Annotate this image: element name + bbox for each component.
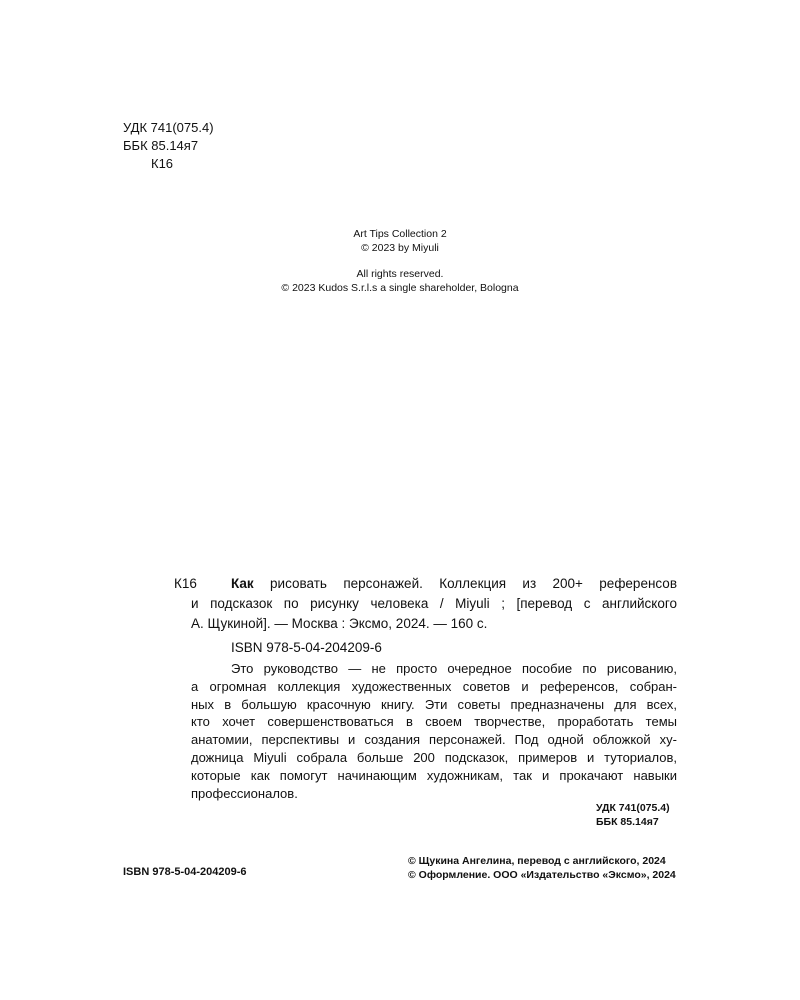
annotation-line: Это руководство — не просто очередное пособие по рисованию, <box>231 661 677 676</box>
entry-line-2: и подсказок по рисунку человека / Miyuli ; [перевод с английского <box>191 596 677 611</box>
bottom-bbk-code: ББК 85.14я7 <box>596 815 659 828</box>
author-mark: К16 <box>151 156 174 171</box>
annotation-paragraph <box>191 660 677 802</box>
entry-line-3: А. Щукиной]. — Москва : Эксмо, 2024. — 160 с. <box>191 616 488 631</box>
annotation-line: кто хочет совершенствоваться в своем творчестве, проработать темы <box>191 714 677 730</box>
entry-title-word: Как <box>231 576 254 591</box>
udk-code: УДК 741(075.4) <box>123 120 214 135</box>
classification-block <box>123 119 214 173</box>
translation-credit: © Щукина Ангелина, перевод с английского, 2024 <box>408 855 666 867</box>
annotation-line: а огромная коллекция художественных советов и референсов, собран- <box>191 678 677 694</box>
publisher-copyright: © 2023 Kudos S.r.l.s a single shareholder, Bologna <box>281 282 519 294</box>
bbk-code: ББК 85.14я7 <box>123 138 199 153</box>
bottom-isbn: ISBN 978-5-04-204209-6 <box>123 866 247 878</box>
annotation-line: ных в большую красочную книгу. Эти советы предназначены для всех, <box>191 696 677 712</box>
annotation-line: анатомии, перспективы и создания персонажей. Под одной обложкой ху- <box>191 732 677 748</box>
bibliographic-entry <box>191 574 677 634</box>
design-credit: © Оформление. ООО «Издательство «Эксмо», 2024 <box>408 869 676 881</box>
entry-isbn: ISBN 978-5-04-204209-6 <box>231 640 382 655</box>
entry-author-mark: К16 <box>174 576 197 591</box>
credits-block <box>408 854 676 882</box>
bottom-classification-block <box>596 802 670 829</box>
series-title: Art Tips Collection 2 <box>353 228 447 240</box>
bottom-udk-code: УДК 741(075.4) <box>596 802 670 814</box>
copyright-block <box>0 227 800 295</box>
annotation-line: которые как помогут начинающим художникам, так и прокачают навыки <box>191 767 677 783</box>
entry-line-1 <box>231 574 677 594</box>
annotation-line: профессионалов. <box>191 785 298 801</box>
entry-line-1-text: рисовать персонажей. Коллекция из 200+ референсов <box>270 576 677 591</box>
author-copyright: © 2023 by Miyuli <box>361 242 439 254</box>
annotation-line: дожница Miyuli собрала больше 200 подсказок, примеров и туториалов, <box>191 749 677 765</box>
rights-reserved: All rights reserved. <box>356 268 444 280</box>
